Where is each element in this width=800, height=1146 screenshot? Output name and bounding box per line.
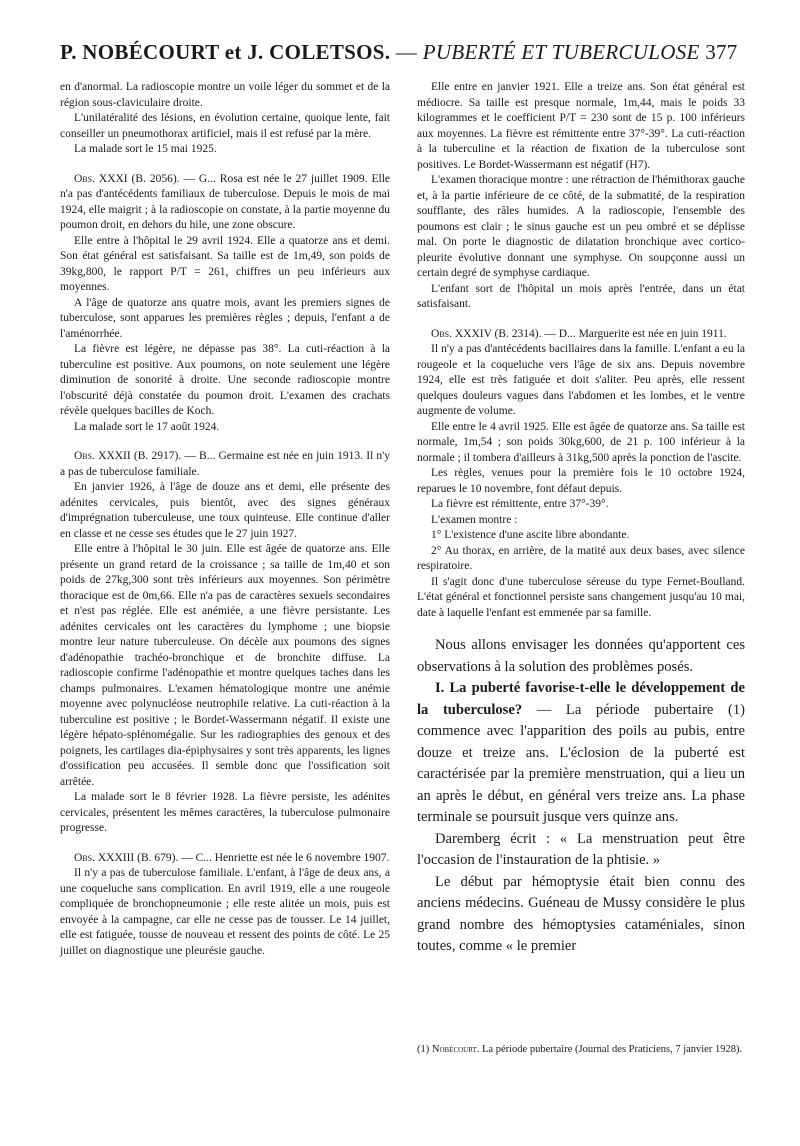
header-title: PUBERTÉ ET TUBERCULOSE: [422, 40, 700, 64]
header-dash: —: [395, 40, 418, 64]
main-text: [417, 635, 745, 958]
observation-text: — D... Marguerite est née en juin 1911.: [544, 327, 727, 340]
page-header: [60, 40, 750, 80]
paragraph: Il s'agit donc d'une tuberculose séreuse du type Fernet-Boulland. L'état général et fonctionnel persiste sans changement jusqu'au 10 mai, date à laquelle l'enfant est emmenée par sa famille.: [417, 575, 745, 619]
footnote: [417, 1043, 745, 1057]
observation-33: [60, 851, 390, 867]
paragraph: La fièvre est rémittente, entre 37°-39°.: [431, 498, 609, 510]
paragraph: Il n'y a pas de tuberculose familiale. L'enfant, à l'âge de deux ans, a une coqueluche sans complication. En avril 1919, elle a une rougeole compliquée de bronchopneumonie ; elle reste alitée un mois, puis est envoyée à la campagne, car elle ne cesse pas de tousser. Le 14 juillet, elle est fatiguée, tousse de nouveau et ressent des points de côté. Le 25 juillet on diagnostique une pleurésie gauche.: [60, 867, 390, 957]
paragraph: L'unilatéralité des lésions, en évolution certaine, quoique lente, fait conseiller un pneumothorax artificiel, mais il est refusé par la mère.: [60, 112, 390, 140]
paragraph: En janvier 1926, à l'âge de douze ans et demi, elle présente des adénites cervicales, puis bientôt, avec des signes généraux d'imprégnation tuberculeuse, une toux quinteuse. Elle continue d'aller en classe et ne cesse ses études que le 27 juin 1927.: [60, 481, 390, 540]
paragraph: L'examen thoracique montre : une rétraction de l'hémithorax gauche et, à la partie inférieure de ce côté, de la submatité, de la respiration soufflante, des râles humides. A la radioscopie, l'ensemble des poumons est clair ; le sinus gauche est un peu ombré et se déplisse mal. On porte le diagnostic de dilatation bronchique avec cortico-pleurite évolutive donnant une symphyse. On soupçonne aussi un certain degré de symphyse cardiaque.: [417, 174, 745, 279]
paragraph: La fièvre est légère, ne dépasse pas 38°. La cuti-réaction à la tuberculine est positive. Aux poumons, on note seulement une légère diminution de sonorité à droite. Une seconde radioscopie montre l'obscurité déjà constatée du poumon droit. L'examen des crachats révèle quelques bacilles de Koch.: [60, 343, 390, 417]
right-column: [417, 80, 745, 958]
observation-title: Obs. XXXI (B. 2056).: [74, 172, 180, 185]
observation-31: [60, 172, 390, 234]
paragraph: Il n'y a pas d'antécédents bacillaires dans la famille. L'enfant a eu la rougeole et la coqueluche vers l'âge de six ans. Depuis novembre 1924, elle est très fatiguée et doit s'aliter. Peu après, elle ressent quelques douleurs vagues dans l'abdomen et les lombes, et le ventre augmente de volume.: [417, 343, 745, 417]
paragraph: Les règles, venues pour la première fois le 10 octobre 1924, reparues le 10 novembre, font défaut depuis.: [417, 467, 745, 495]
paragraph: La malade sort le 15 mai 1925.: [74, 143, 217, 155]
paragraph: Elle entre le 4 avril 1925. Elle est âgée de quatorze ans. Sa taille est normale, 1m,54 ; son poids 30kg,600, de 21 p. 100 inférieur à la normale ; il tombera d'ailleurs à 31kg,500 après la ponction de l'ascite.: [417, 420, 745, 464]
observation-title: Obs. XXXIV (B. 2314).: [431, 327, 542, 340]
paragraph: Elle entre en janvier 1921. Elle a treize ans. Son état général est médiocre. Sa taille est presque normale, 1m,44, mais le poids 33 kilogrammes et le coefficient P/T = 230 sont de 15 p. 100 inférieurs aux moyennes. La fièvre est rémittente entre 37°-39°. La cuti-réaction à la tuberculine et la réaction de fixation de la tuberculose sont positives. Le Bordet-Wassermann est négatif (H7).: [417, 81, 745, 171]
observation-text: — C... Henriette est née le 6 novembre 1907.: [181, 851, 390, 864]
section-text: — La période pubertaire (1) commence avec l'apparition des poils au pubis, entre douze et treize ans. L'éclosion de la puberté est caractérisée par la première menstruation, qui a lieu un an après le début, en général vers treize ans. La phase terminale se poursuit jusque vers quinze ans.: [417, 701, 746, 825]
footnote-author: (1) Nobécourt.: [417, 1044, 480, 1055]
paragraph: Elle entre à l'hôpital le 29 avril 1924. Elle a quatorze ans et demi. Son état général est satisfaisant. Sa taille est de 1m,49, son poids de 39kg,800, le rapport P/T = 261, chiffres un peu inférieurs aux moyennes.: [60, 234, 390, 293]
paragraph: L'enfant sort de l'hôpital un mois après l'entrée, dans un état satisfaisant.: [417, 282, 745, 310]
observation-title: Obs. XXXIII (B. 679).: [74, 851, 179, 864]
paragraph: Nous allons envisager les données qu'apportent ces observations à la solution des problèmes posés.: [417, 637, 745, 675]
footnote-text: La période pubertaire (Journal des Praticiens, 7 janvier 1928).: [479, 1044, 743, 1055]
paragraph: La malade sort le 17 août 1924.: [74, 420, 220, 433]
paragraph: Le début par hémoptysie était bien connu des anciens médecins. Guéneau de Mussy considère le plus grand nombre des hémoptysies cataméniales, sinon toutes, comme « le premier: [417, 873, 745, 954]
section-paragraph: [417, 678, 745, 829]
observation-title: Obs. XXXII (B. 2917).: [74, 450, 182, 462]
observation-34: [417, 327, 745, 343]
section-heading: I. La puberté favorise-t-elle le développement de la tuberculose?: [417, 680, 745, 718]
paragraph: L'examen montre :: [431, 513, 518, 526]
paragraph: 2° Au thorax, en arrière, de la matité aux deux bases, avec silence respiratoire.: [417, 544, 745, 572]
observation-text: — B... Germaine est née en juin 1913. Il n'y a pas de tuberculose familiale.: [60, 450, 391, 478]
paragraph: La malade sort le 8 février 1928. La fièvre persiste, les adénites cervicales, présentent les mêmes caractères, la tuberculose pulmonaire progresse.: [60, 791, 390, 834]
paragraph: 1° L'existence d'une ascite libre abondante.: [431, 529, 630, 541]
page-number: 377: [705, 40, 738, 64]
left-column: [60, 80, 390, 959]
paragraph: en d'anormal. La radioscopie montre un voile léger du sommet et de la région sous-claviculaire droite.: [60, 81, 390, 109]
header-authors: P. NOBÉCOURT et J. COLETSOS.: [60, 40, 391, 64]
observation-text: — G... Rosa est née le 27 juillet 1909. Elle n'a pas d'antécédents familiaux de tuberculose. Depuis le mois de mai 1924, elle maigrit ; à la radioscopie on constate, à la partie moyenne du poumon droit, en dehors du hile, une zone obscure.: [60, 172, 391, 231]
observation-32: [60, 449, 390, 480]
paragraph: Daremberg écrit : « La menstruation peut être l'occasion de l'instauration de la phtisie. »: [417, 830, 745, 868]
paragraph: Elle entre à l'hôpital le 30 juin. Elle est âgée de quatorze ans. Elle présente un grand retard de la croissance ; sa taille de 1m,40 et son poids de 27kg,300 sont très inférieurs aux moyennes. Son périmètre thoracique est de 0m,66. Elle n'a pas de caractères sexuels secondaires et n'est pas réglée. Elle est anémiée, a une fièvre persistante. Les adénites cervicales ont les caractères du lymphome ; une biopsie montre leur nature tuberculeuse. On décèle aux poumons des signes d'adénopathie trachéo-bronchique et de bronchite diffuse. La radioscopie confirme l'adénopathie et montre quelques taches dans les champs pulmonaires. L'examen hématologique montre une anémie moyenne avec polynucléose neutrophile relative. La cuti-réaction à la tuberculine est positive ; le Bordet-Wassermann négatif. Il existe une légère hépato-splénomégalie. Sur les radiographies des genoux et des poignets, les cartilages dia-épiphysaires y sont très apparents, les lignes d'ossification peu accusées. Il semble donc que l'ossification soit arrêtée.: [60, 543, 390, 788]
paragraph: A l'âge de quatorze ans quatre mois, avant les premiers signes de tuberculose, sont apparues les premières règles ; depuis, l'enfant a de l'aménorrhée.: [60, 296, 390, 340]
